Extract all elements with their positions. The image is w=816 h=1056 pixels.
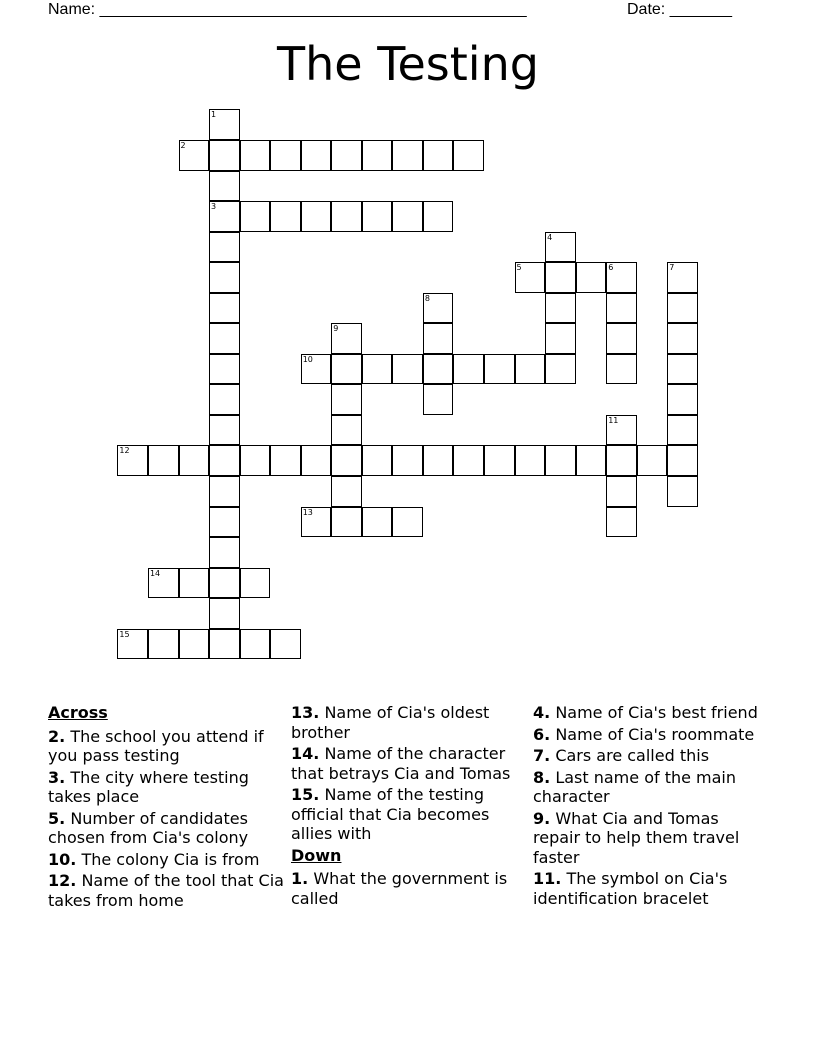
- cell-number: 9: [333, 324, 339, 334]
- clue-number: 3.: [48, 767, 66, 787]
- down-clue: [533, 809, 769, 868]
- clue-text: Name of the character that betrays Cia and Tomas: [291, 744, 511, 783]
- grid-cell[interactable]: [331, 354, 362, 385]
- grid-cell[interactable]: [148, 445, 179, 476]
- grid-cell[interactable]: [209, 629, 240, 660]
- grid-cell[interactable]: [209, 232, 240, 263]
- cell-number: 5: [516, 263, 522, 273]
- grid-cell[interactable]: [453, 445, 484, 476]
- grid-cell[interactable]: [270, 140, 301, 171]
- clue-column-3: [533, 703, 769, 910]
- down-heading: Down: [291, 845, 342, 865]
- clue-number: 6.: [533, 724, 551, 744]
- clue-text: Last name of the main character: [533, 767, 737, 806]
- clue-text: The school you attend if you pass testing: [48, 726, 264, 765]
- clue-text: Name of Cia's roommate: [555, 724, 755, 744]
- grid-cell[interactable]: [423, 293, 454, 324]
- down-clue: [533, 869, 769, 908]
- grid-cell[interactable]: [515, 262, 546, 293]
- grid-cell[interactable]: [301, 140, 332, 171]
- grid-cell[interactable]: [667, 354, 698, 385]
- grid-cell[interactable]: [240, 201, 271, 232]
- grid-cell[interactable]: [331, 476, 362, 507]
- grid-cell[interactable]: [209, 445, 240, 476]
- grid-cell[interactable]: [331, 507, 362, 538]
- clue-number: 7.: [533, 746, 551, 765]
- cell-number: 10: [302, 354, 313, 364]
- grid-cell[interactable]: [331, 201, 362, 232]
- down-clue: [533, 725, 769, 745]
- cell-number: 8: [424, 293, 430, 303]
- grid-cell[interactable]: [179, 445, 210, 476]
- clue-text: The colony Cia is from: [81, 849, 260, 869]
- grid-cell[interactable]: [606, 507, 637, 538]
- cell-number: 1: [211, 110, 217, 120]
- clue-number: 11.: [533, 869, 562, 888]
- grid-cell[interactable]: [453, 354, 484, 385]
- grid-cell[interactable]: [209, 537, 240, 568]
- grid-cell[interactable]: [331, 445, 362, 476]
- clue-number: 13.: [291, 703, 320, 722]
- grid-cell[interactable]: [209, 109, 240, 140]
- across-clue: [48, 809, 284, 848]
- clue-number: 2.: [48, 726, 66, 746]
- grid-cell[interactable]: [209, 171, 240, 202]
- clue-column-1: [48, 703, 284, 912]
- grid-cell[interactable]: [545, 323, 576, 354]
- grid-cell[interactable]: [392, 445, 423, 476]
- across-clue: [48, 871, 284, 910]
- clue-number: 10.: [48, 849, 77, 869]
- grid-cell[interactable]: [117, 629, 148, 660]
- clue-text: What the government is called: [291, 869, 508, 908]
- grid-cell[interactable]: [667, 384, 698, 415]
- grid-cell[interactable]: [270, 629, 301, 660]
- cell-number: 13: [302, 507, 313, 517]
- grid-cell[interactable]: [209, 507, 240, 538]
- clue-text: Cars are called this: [555, 746, 710, 765]
- grid-cell[interactable]: [423, 354, 454, 385]
- down-clue: [533, 746, 769, 766]
- grid-cell[interactable]: [331, 323, 362, 354]
- grid-cell[interactable]: [179, 568, 210, 599]
- grid-cell[interactable]: [667, 323, 698, 354]
- grid-cell[interactable]: [209, 201, 240, 232]
- grid-cell[interactable]: [576, 445, 607, 476]
- grid-cell[interactable]: [301, 507, 332, 538]
- cell-number: 14: [149, 568, 161, 578]
- cell-number: 6: [608, 263, 614, 273]
- grid-cell[interactable]: [392, 201, 423, 232]
- grid-cell[interactable]: [301, 445, 332, 476]
- grid-cell[interactable]: [484, 445, 515, 476]
- clue-text: Name of the tool that Cia takes from home: [48, 871, 284, 910]
- grid-cell[interactable]: [667, 476, 698, 507]
- grid-cell[interactable]: [331, 384, 362, 415]
- down-clue: [533, 768, 769, 807]
- across-clue: [291, 744, 527, 783]
- grid-cell[interactable]: [423, 384, 454, 415]
- across-clue: [291, 785, 527, 844]
- clue-number: 15.: [291, 785, 320, 804]
- grid-cell[interactable]: [392, 507, 423, 538]
- grid-cell[interactable]: [301, 201, 332, 232]
- clue-number: 4.: [533, 703, 551, 722]
- grid-cell[interactable]: [423, 445, 454, 476]
- grid-cell[interactable]: [209, 384, 240, 415]
- clue-text: The city where testing takes place: [48, 767, 249, 806]
- grid-cell[interactable]: [484, 354, 515, 385]
- grid-cell[interactable]: [545, 354, 576, 385]
- across-heading: Across: [48, 703, 108, 722]
- clue-number: 8.: [533, 767, 551, 787]
- grid-cell[interactable]: [331, 140, 362, 171]
- grid-cell[interactable]: [545, 262, 576, 293]
- grid-cell[interactable]: [606, 323, 637, 354]
- grid-cell[interactable]: [606, 354, 637, 385]
- grid-cell[interactable]: [667, 445, 698, 476]
- grid-cell[interactable]: [637, 445, 668, 476]
- grid-cell[interactable]: [209, 415, 240, 446]
- grid-cell[interactable]: [270, 201, 301, 232]
- grid-cell[interactable]: [270, 445, 301, 476]
- grid-cell[interactable]: [423, 140, 454, 171]
- grid-cell[interactable]: [209, 354, 240, 385]
- grid-cell[interactable]: [209, 598, 240, 629]
- clue-text: The symbol on Cia's identification bracelet: [533, 869, 728, 908]
- page-title: The Testing: [277, 37, 539, 91]
- grid-cell[interactable]: [331, 415, 362, 446]
- grid-cell[interactable]: [362, 445, 393, 476]
- grid-cell[interactable]: [515, 445, 546, 476]
- grid-cell[interactable]: [606, 415, 637, 446]
- grid-cell[interactable]: [515, 354, 546, 385]
- grid-cell[interactable]: [362, 140, 393, 171]
- grid-cell[interactable]: [392, 354, 423, 385]
- clue-text: Name of the testing official that Cia becomes allies with: [291, 785, 490, 843]
- grid-cell[interactable]: [667, 293, 698, 324]
- grid-cell[interactable]: [606, 293, 637, 324]
- across-clue: [291, 703, 527, 742]
- cell-number: 15: [119, 629, 130, 639]
- clue-number: 1.: [291, 869, 309, 888]
- grid-cell[interactable]: [209, 262, 240, 293]
- clue-number: 9.: [533, 808, 551, 828]
- grid-cell[interactable]: [453, 140, 484, 171]
- grid-cell[interactable]: [362, 507, 393, 538]
- name-field: Name: ________________________________________________: [48, 1, 527, 18]
- grid-cell[interactable]: [209, 476, 240, 507]
- date-field: Date: _______: [627, 1, 732, 18]
- across-clue: [48, 727, 284, 766]
- grid-cell[interactable]: [240, 629, 271, 660]
- grid-cell[interactable]: [209, 293, 240, 324]
- grid-cell[interactable]: [423, 323, 454, 354]
- down-clue: [291, 869, 527, 908]
- grid-cell[interactable]: [545, 232, 576, 263]
- clue-text: Name of Cia's oldest brother: [291, 703, 490, 742]
- grid-cell[interactable]: [209, 568, 240, 599]
- grid-cell[interactable]: [240, 445, 271, 476]
- grid-cell[interactable]: [179, 629, 210, 660]
- grid-cell[interactable]: [606, 476, 637, 507]
- grid-cell[interactable]: [240, 568, 271, 599]
- cell-number: 2: [180, 140, 186, 150]
- clue-number: 12.: [48, 871, 77, 890]
- grid-cell[interactable]: [667, 415, 698, 446]
- grid-cell[interactable]: [117, 445, 148, 476]
- cell-number: 7: [669, 263, 675, 273]
- down-clue: [533, 703, 769, 723]
- grid-cell[interactable]: [392, 140, 423, 171]
- grid-cell[interactable]: [362, 354, 393, 385]
- grid-cell[interactable]: [576, 262, 607, 293]
- grid-cell[interactable]: [606, 262, 637, 293]
- clue-column-2: [291, 703, 527, 910]
- clue-number: 14.: [291, 744, 320, 763]
- cell-number: 4: [547, 232, 553, 242]
- grid-cell[interactable]: [423, 201, 454, 232]
- grid-cell[interactable]: [606, 445, 637, 476]
- grid-cell[interactable]: [667, 262, 698, 293]
- clue-number: 5.: [48, 808, 66, 828]
- grid-cell[interactable]: [209, 140, 240, 171]
- grid-cell[interactable]: [240, 140, 271, 171]
- grid-cell[interactable]: [148, 568, 179, 599]
- grid-cell[interactable]: [362, 201, 393, 232]
- grid-cell[interactable]: [179, 140, 210, 171]
- across-clue: [48, 768, 284, 807]
- cell-number: 3: [211, 202, 217, 212]
- grid-cell[interactable]: [209, 323, 240, 354]
- grid-cell[interactable]: [301, 354, 332, 385]
- grid-cell[interactable]: [545, 293, 576, 324]
- grid-cell[interactable]: [148, 629, 179, 660]
- cell-number: 12: [119, 446, 130, 456]
- clue-text: Name of Cia's best friend: [555, 703, 758, 722]
- across-clue: [48, 850, 284, 870]
- grid-cell[interactable]: [545, 445, 576, 476]
- cell-number: 11: [608, 415, 619, 425]
- clue-text: Number of candidates chosen from Cia's colony: [48, 808, 249, 847]
- clue-text: What Cia and Tomas repair to help them travel faster: [533, 808, 740, 867]
